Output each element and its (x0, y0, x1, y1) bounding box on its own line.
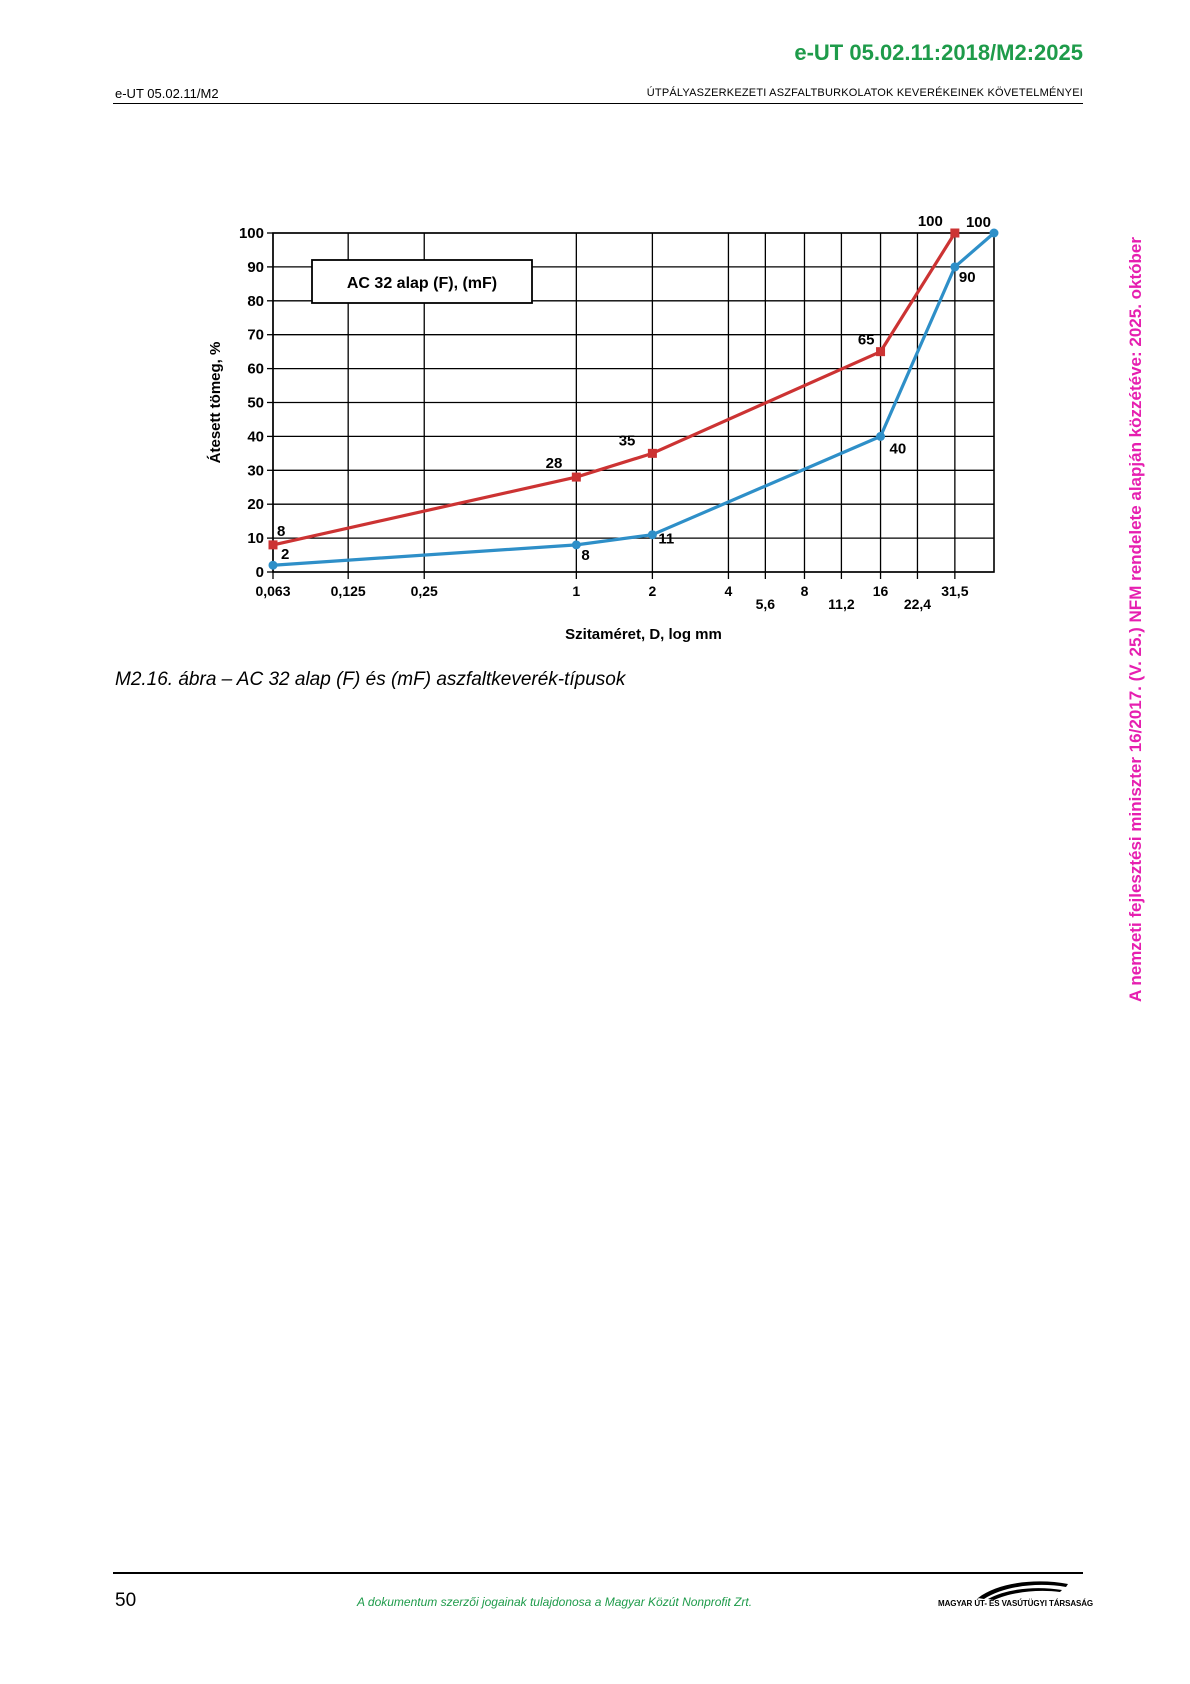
chart-labels (277, 213, 991, 564)
x-tick-label: 2 (648, 583, 657, 599)
page-number: 50 (115, 1590, 137, 1611)
data-label: 100 (917, 213, 943, 230)
x-tick-label: 22,4 (903, 596, 932, 612)
header-document-id: e-UT 05.02.11/M2 (115, 86, 219, 101)
chart-title-box (312, 260, 532, 303)
x-tick-label: 11,2 (828, 596, 855, 612)
data-label: 65 (857, 331, 875, 349)
data-point-marker (648, 449, 657, 458)
chart-title: AC 32 alap (F), (mF) (346, 275, 498, 292)
data-point-marker (876, 347, 885, 356)
data-point-marker (572, 473, 581, 482)
x-tick-label: 0,125 (330, 583, 366, 599)
y-tick-label: 50 (247, 394, 264, 412)
data-point-marker (269, 540, 278, 549)
y-tick-label: 100 (238, 225, 264, 242)
data-label: 100 (965, 214, 991, 231)
data-point-marker (269, 561, 278, 570)
x-tick-label: 1 (572, 583, 581, 599)
data-label: 40 (889, 440, 907, 458)
x-tick-label: 5,6 (755, 596, 776, 612)
x-tick-label: 0,063 (255, 583, 291, 599)
document-code: e-UT 05.02.11:2018/M2:2025 (794, 40, 1083, 65)
logo-text: MAGYAR ÚT- ÉS VASÚTÜGYI TÁRSASÁG (938, 1599, 1094, 1608)
data-label: 90 (958, 268, 976, 286)
x-tick-label: 0,25 (410, 583, 438, 599)
x-tick-label: 8 (800, 583, 809, 599)
y-tick-label: 10 (247, 530, 264, 548)
x-tick-label: 4 (724, 583, 733, 599)
publication-note: A nemzeti fejlesztési miniszter 16/2017. (V. 25.) NFM rendelete alapján közzétéve: 2025. október (1126, 237, 1145, 1003)
x-axis-title: Szitaméret, D, log mm (565, 626, 722, 643)
data-label: 2 (281, 546, 290, 564)
header-divider (113, 103, 1083, 104)
figure-caption: M2.16. ábra – AC 32 alap (F) és (mF) aszfaltkeverék-típusok (115, 669, 626, 690)
data-point-marker (572, 540, 581, 549)
y-tick-label: 40 (247, 428, 264, 446)
y-tick-label: 20 (247, 496, 264, 514)
x-tick-label: 31,5 (941, 583, 969, 599)
header-document-title: ÚTPÁLYASZERKEZETI ASZFALTBURKOLATOK KEVERÉKEINEK KÖVETELMÉNYEI (646, 87, 1083, 99)
y-tick-label: 60 (247, 360, 264, 378)
y-axis-title: Átesett tömeg, % (207, 341, 224, 464)
y-tick-label: 90 (247, 258, 264, 276)
data-label: 35 (618, 432, 636, 450)
data-label: 8 (581, 546, 590, 564)
data-label: 8 (277, 522, 286, 540)
y-tick-label: 80 (247, 292, 264, 310)
data-label: 28 (545, 455, 563, 473)
y-tick-label: 30 (247, 462, 264, 480)
society-logo (938, 1578, 1094, 1614)
data-label: 11 (658, 530, 675, 548)
grading-curve-chart (200, 210, 1010, 665)
footer-divider (113, 1572, 1083, 1574)
road-swoosh-icon (938, 1578, 1086, 1600)
x-tick-label: 16 (872, 583, 889, 599)
data-point-marker (876, 432, 885, 441)
copyright-notice: A dokumentum szerzői jogainak tulajdonosa a Magyar Közút Nonprofit Zrt. (357, 1595, 753, 1609)
y-tick-label: 70 (247, 326, 264, 344)
y-tick-label: 0 (255, 564, 264, 581)
data-point-marker (950, 229, 959, 238)
data-point-marker (648, 530, 657, 539)
